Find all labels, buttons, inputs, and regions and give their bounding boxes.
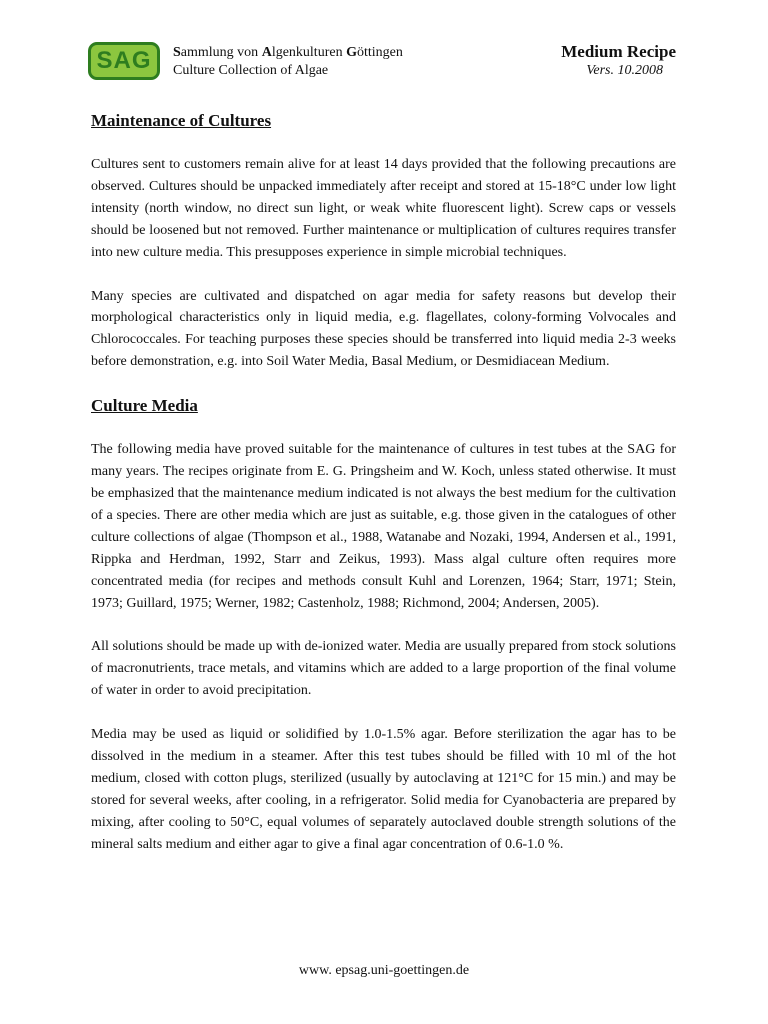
- org-name-initial: G: [346, 45, 357, 60]
- document-title-block: [561, 42, 676, 80]
- organization-block: [173, 44, 403, 80]
- paragraph: Many species are cultivated and dispatched on agar media for safety reasons but develop their morphological characteristics only in liquid media, e.g. flagellates, colony-forming Volvocales and Chlorococcales. For teaching purposes these species should be transferred into liquid media 2-3 weeks before demonstration, e.g. into Soil Water Media, Basal Medium, or Desmidiacean Medium.: [91, 288, 676, 370]
- organization-name: [173, 44, 403, 62]
- logo-text: SAG: [96, 47, 152, 74]
- sag-logo: [88, 42, 160, 80]
- org-name-text: öttingen: [356, 45, 403, 60]
- document-title: Medium Recipe: [561, 42, 676, 61]
- org-name-initial: A: [261, 45, 272, 60]
- organization-subtitle: Culture Collection of Algae: [173, 63, 329, 78]
- section-heading: Culture Media: [91, 396, 198, 416]
- section-maintenance: [91, 110, 676, 373]
- paragraph: The following media have proved suitable for the maintenance of cultures in test tubes at the SAG for many years. The recipes originate from E. G. Pringsheim and W. Koch, unless stated otherwise. It must be emphasized that the maintenance medium indicated is not always the best medium for the cultivation of a species. There are other media which are just as suitable, e.g. those given in the catalogues of other culture collections of algae (Thompson et al., 1988, Watanabe and Nozaki, 1994, Andersen et al., 1991, Rippka and Herdman, 1992, Starr and Zeikus, 1993). Mass algal culture often requires more concentrated media (for recipes and methods consult Kuhl and Lorenzen, 1964; Starr, 1971; Stein, 1973; Guillard, 1975; Werner, 1982; Castenholz, 1988; Richmond, 2004; Andersen, 2005).: [91, 442, 676, 611]
- paragraph: Media may be used as liquid or solidified by 1.0-1.5% agar. Before sterilization the agar has to be dissolved in the medium in a steamer. After this test tubes should be filled with 10 ml of the hot medium, closed with cotton plugs, sterilized (usually by autoclaving at 121°C for 15 min.) and may be stored for several weeks, after cooling, in a refrigerator. Solid media for Cyanobacteria are prepared by mixing, after cooling to 50°C, equal volumes of separately autoclaved double strength solutions of the mineral salts medium and either agar to give a final agar concentration of 0.6-1.0 %.: [91, 727, 676, 852]
- org-name-text: ammlung von: [180, 45, 262, 60]
- footer-url[interactable]: www. epsag.uni-goettingen.de: [298, 963, 470, 978]
- org-name-initial: S: [173, 45, 181, 60]
- paragraph: All solutions should be made up with de-ionized water. Media are usually prepared from stock solutions of macronutrients, trace metals, and vitamins which are added to a large proportion of the final volume of water in order to avoid precipitation.: [91, 639, 676, 699]
- document-body: [91, 110, 676, 878]
- section-culture-media: [91, 395, 676, 855]
- section-heading: Maintenance of Cultures: [91, 111, 272, 130]
- org-name-text: lgenkulturen: [271, 45, 347, 60]
- paragraph: Cultures sent to customers remain alive for at least 14 days provided that the following precautions are observed. Cultures should be unpacked immediately after receipt and stored at 15-18°C under low light intensity (north window, no direct sun light, or weak white fluorescent light). Screw caps or vessels should be loosened but not removed. Further maintenance or multiplication of cultures requires transfer into new culture media. This presupposes experience in simple microbial techniques.: [91, 157, 676, 260]
- document-version: Vers. 10.2008: [586, 63, 663, 78]
